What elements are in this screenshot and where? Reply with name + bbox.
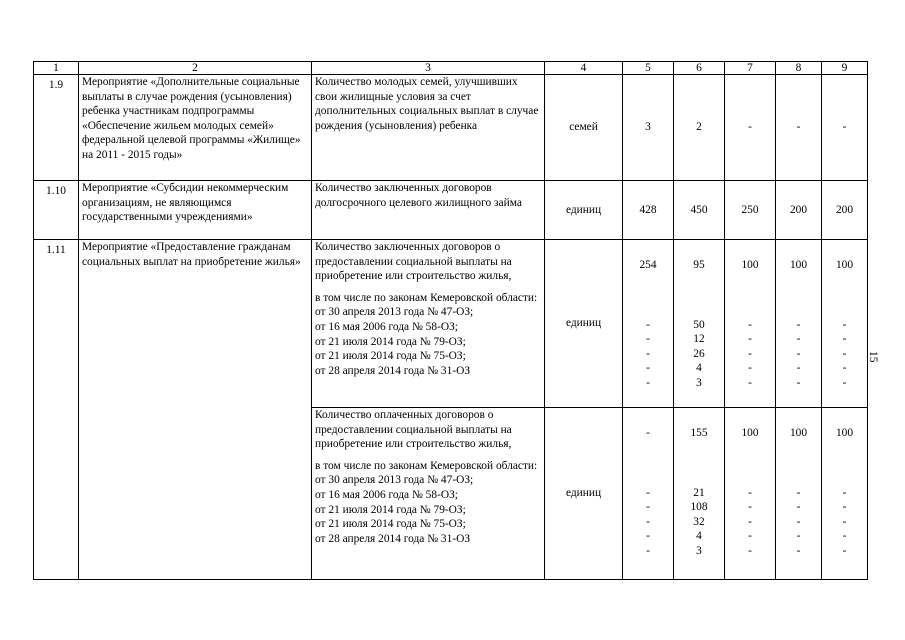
law-value: 12 — [693, 333, 705, 346]
laws-intro: в том числе по законам Кемеровской области: — [315, 291, 538, 304]
law-value: 21 — [693, 486, 705, 499]
column-number: 2 — [79, 62, 312, 75]
law-value: - — [796, 362, 801, 375]
table-row — [34, 75, 868, 181]
row-number: 1.9 — [34, 75, 79, 181]
law-value: - — [748, 501, 752, 514]
law-item: от 21 июля 2014 года № 79-ОЗ; — [315, 503, 466, 516]
value-cell: - — [646, 427, 650, 439]
law-value: - — [796, 333, 801, 346]
value-cell: 100 — [835, 427, 854, 439]
law-value: - — [748, 376, 752, 389]
law-value: - — [842, 362, 847, 375]
law-value: - — [842, 486, 847, 499]
law-value: - — [646, 530, 650, 543]
value-column — [623, 240, 674, 408]
law-value: 108 — [690, 501, 708, 514]
value-cell: 450 — [674, 181, 725, 240]
law-value: - — [748, 515, 752, 528]
law-value: 3 — [696, 544, 702, 557]
indicator-name: Количество заключенных договоров о предоставлении социальной выплаты на приобретение или строительство жилья, — [315, 241, 512, 283]
column-number: 9 — [822, 62, 868, 75]
value-column — [623, 408, 674, 580]
value-cell: - — [776, 75, 822, 181]
indicator-name: Количество заключенных договоров долгосрочного целевого жилищного займа — [312, 181, 545, 240]
value-column — [776, 240, 822, 408]
value-cell: 250 — [725, 181, 776, 240]
page-number: 15 — [867, 351, 879, 363]
unit-cell: единиц — [545, 240, 623, 408]
law-item: от 30 апреля 2013 года № 47-ОЗ; — [315, 474, 474, 487]
value-column — [822, 240, 868, 408]
unit-cell: семей — [545, 75, 623, 181]
law-value: - — [646, 333, 650, 346]
value-cell: 100 — [789, 427, 808, 439]
unit-cell: единиц — [545, 408, 623, 580]
law-value: - — [796, 530, 801, 543]
law-value: - — [796, 486, 801, 499]
law-value: - — [748, 318, 752, 331]
value-cell: 428 — [623, 181, 674, 240]
value-cell: 3 — [623, 75, 674, 181]
law-item: от 28 апреля 2014 года № 31-ОЗ — [315, 364, 471, 377]
law-value: - — [842, 347, 847, 360]
indicator-block — [312, 240, 545, 408]
unit-cell: единиц — [545, 181, 623, 240]
law-item: от 21 июля 2014 года № 75-ОЗ; — [315, 518, 466, 531]
law-value: - — [646, 544, 650, 557]
law-item: от 28 апреля 2014 года № 31-ОЗ — [315, 532, 471, 545]
value-column — [776, 408, 822, 580]
column-number: 1 — [34, 62, 79, 75]
law-value: - — [842, 333, 847, 346]
law-value: - — [842, 530, 847, 543]
law-value: - — [646, 347, 650, 360]
law-value: - — [842, 544, 847, 557]
column-number: 7 — [725, 62, 776, 75]
law-value: 32 — [693, 515, 705, 528]
law-value: - — [796, 376, 801, 389]
value-cell: - — [822, 75, 868, 181]
value-column — [725, 408, 776, 580]
law-value: - — [646, 515, 650, 528]
law-value: - — [748, 333, 752, 346]
value-cell: 100 — [741, 427, 759, 439]
law-item: от 16 мая 2006 года № 58-ОЗ; — [315, 320, 458, 333]
law-value: - — [646, 376, 650, 389]
law-value: - — [842, 501, 847, 514]
law-value: - — [796, 544, 801, 557]
law-value: - — [748, 347, 752, 360]
law-item: от 16 мая 2006 года № 58-ОЗ; — [315, 488, 458, 501]
law-value: - — [748, 544, 752, 557]
law-value: 4 — [696, 362, 702, 375]
value-cell: 100 — [835, 259, 854, 271]
law-value: 26 — [693, 347, 705, 360]
row-number: 1.11 — [34, 240, 79, 580]
column-number: 6 — [674, 62, 725, 75]
value-cell: 2 — [674, 75, 725, 181]
value-cell: 95 — [693, 259, 705, 271]
law-value: - — [842, 318, 847, 331]
column-number: 8 — [776, 62, 822, 75]
measure-name: Мероприятие «Предоставление гражданам социальных выплат на приобретение жилья» — [79, 240, 312, 580]
law-value: - — [748, 486, 752, 499]
laws-intro: в том числе по законам Кемеровской области: — [315, 459, 538, 472]
law-value: 3 — [696, 376, 702, 389]
value-cell: 200 — [822, 181, 868, 240]
measure-name: Мероприятие «Дополнительные социальные выплаты в случае рождения (усыновления) ребенка участникам подпрограммы «Обеспечение жильем молодых семей» федеральной целевой программы «Жилище» на 2011 - 2015 годы» — [79, 75, 312, 181]
value-cell: - — [725, 75, 776, 181]
law-item: от 21 июля 2014 года № 79-ОЗ; — [315, 335, 466, 348]
law-value: - — [796, 318, 801, 331]
column-number: 3 — [312, 62, 545, 75]
indicator-name: Количество оплаченных договоров о предоставлении социальной выплаты на приобретение или строительство жилья, — [315, 409, 512, 451]
value-column — [725, 240, 776, 408]
value-column — [674, 240, 725, 408]
law-value: 4 — [696, 530, 702, 543]
value-cell: 200 — [776, 181, 822, 240]
law-value: - — [646, 318, 650, 331]
column-number: 5 — [623, 62, 674, 75]
law-value: - — [748, 362, 752, 375]
measure-name: Мероприятие «Субсидии некоммерческим организациям, не являющимся государственными учреждениями» — [79, 181, 312, 240]
law-value: - — [796, 515, 801, 528]
value-cell: 100 — [789, 259, 808, 271]
value-column — [822, 408, 868, 580]
indicators-table — [33, 61, 868, 580]
law-item: от 21 июля 2014 года № 75-ОЗ; — [315, 350, 466, 363]
law-value: - — [796, 347, 801, 360]
value-cell: 254 — [639, 259, 657, 271]
law-value: - — [842, 376, 847, 389]
value-cell: 155 — [690, 427, 708, 439]
indicator-name: Количество молодых семей, улучшивших свои жилищные условия за счет дополнительных социальных выплат в случае рождения (усыновления) ребенка — [312, 75, 545, 181]
column-number: 4 — [545, 62, 623, 75]
law-value: - — [646, 486, 650, 499]
law-value: - — [842, 515, 847, 528]
law-value: 50 — [693, 318, 705, 331]
law-value: - — [646, 501, 650, 514]
law-value: - — [646, 362, 650, 375]
indicator-block — [312, 408, 545, 580]
table-row — [34, 181, 868, 240]
value-cell: 100 — [741, 259, 759, 271]
law-value: - — [748, 530, 752, 543]
law-item: от 30 апреля 2013 года № 47-ОЗ; — [315, 306, 474, 319]
column-number-row — [34, 62, 868, 75]
law-value: - — [796, 501, 801, 514]
table-row — [34, 240, 868, 408]
row-number: 1.10 — [34, 181, 79, 240]
value-column — [674, 408, 725, 580]
